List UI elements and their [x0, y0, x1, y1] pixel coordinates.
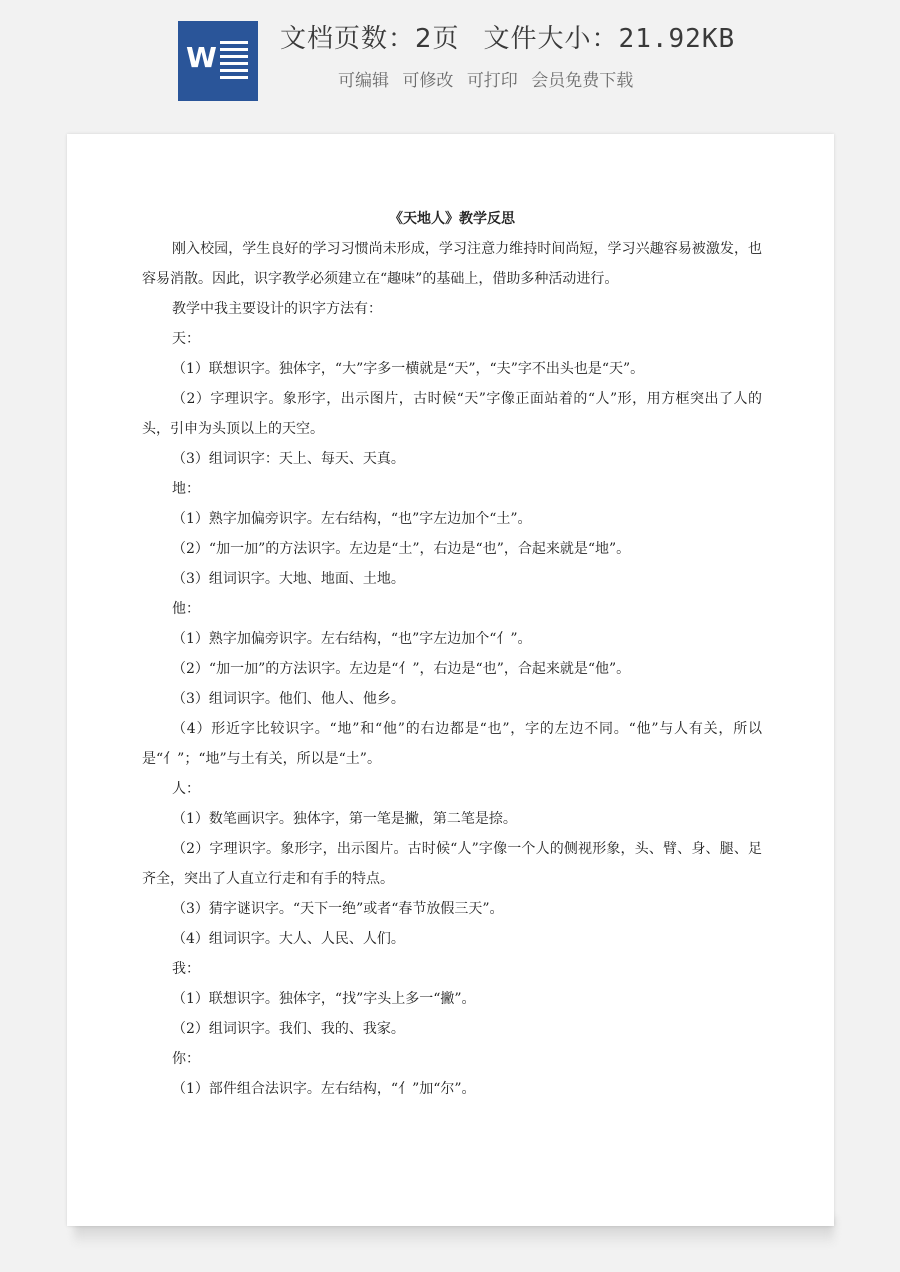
document-paragraph: （3）组词识字。大地、地面、土地。 [172, 571, 405, 587]
document-paragraph: 地： [172, 481, 200, 497]
document-paragraph: 我： [172, 961, 200, 977]
document-title: 《天地人》教学反思 [389, 211, 515, 227]
document-paragraph: （3）组词识字。他们、他人、他乡。 [172, 691, 405, 707]
document-body [142, 204, 762, 1104]
word-icon-lines [220, 41, 248, 83]
document-paragraph: （1）联想识字。独体字，“大”字多一横就是“天”，“夫”字不出头也是“天”。 [172, 361, 645, 377]
feature-modifiable: 可修改 [402, 71, 454, 91]
document-paragraph: 人： [172, 781, 200, 797]
document-paragraph: （4）组词识字。大人、人民、人们。 [172, 931, 405, 947]
file-size: 文件大小：21.92KB [483, 24, 736, 54]
document-paragraph: （4）形近字比较识字。“地”和“他”的右边都是“也”，字的左边不同。“他”与人有关，所以是“亻”；“地”与土有关，所以是“土”。 [142, 721, 762, 767]
document-paragraph: （1）数笔画识字。独体字，第一笔是撇，第二笔是捺。 [172, 811, 517, 827]
page-count: 文档页数：2页 [280, 24, 460, 54]
document-paragraph: （3）组词识字：天上、每天、天真。 [172, 451, 405, 467]
document-paragraph: 教学中我主要设计的识字方法有： [172, 301, 382, 317]
document-paragraph: 你： [172, 1051, 200, 1067]
document-paragraph: （2）字理识字。象形字，出示图片，古时候“天”字像正面站着的“人”形，用方框突出了人的头，引申为头顶以上的天空。 [142, 391, 762, 437]
file-info [280, 18, 735, 60]
header-bar [0, 0, 900, 115]
document-paragraph: （3）猜字谜识字。“天下一绝”或者“春节放假三天”。 [172, 901, 504, 917]
word-icon [178, 21, 258, 101]
document-paragraph: （2）字理识字。象形字，出示图片。古时候“人”字像一个人的侧视形象，头、臂、身、腿、足齐全，突出了人直立行走和有手的特点。 [142, 841, 762, 887]
document-page [67, 134, 834, 1226]
feature-printable: 可打印 [466, 71, 518, 91]
document-paragraph: （1）部件组合法识字。左右结构，“亻”加“尔”。 [172, 1081, 476, 1097]
paragraph-list [142, 234, 762, 1104]
document-paragraph: 天： [172, 331, 200, 347]
document-paragraph: （2）组词识字。我们、我的、我家。 [172, 1021, 405, 1037]
feature-member-download: 会员免费下载 [531, 71, 634, 91]
feature-editable: 可编辑 [338, 71, 389, 91]
document-paragraph: （1）联想识字。独体字，“找”字头上多一“撇”。 [172, 991, 476, 1007]
document-paragraph: 他： [172, 601, 200, 617]
document-paragraph: （2）“加一加”的方法识字。左边是“土”，右边是“也”，合起来就是“地”。 [172, 541, 631, 557]
document-paragraph: 刚入校园，学生良好的学习习惯尚未形成，学习注意力维持时间尚短，学习兴趣容易被激发，也容易消散。因此，识字教学必须建立在“趣味”的基础上，借助多种活动进行。 [142, 241, 762, 287]
document-paragraph: （1）熟字加偏旁识字。左右结构，“也”字左边加个“土”。 [172, 511, 532, 527]
document-paragraph: （1）熟字加偏旁识字。左右结构，“也”字左边加个“亻”。 [172, 631, 532, 647]
word-icon-letter: W [186, 41, 217, 74]
feature-list [338, 66, 641, 91]
document-paragraph: （2）“加一加”的方法识字。左边是“亻”，右边是“也”，合起来就是“他”。 [172, 661, 631, 677]
